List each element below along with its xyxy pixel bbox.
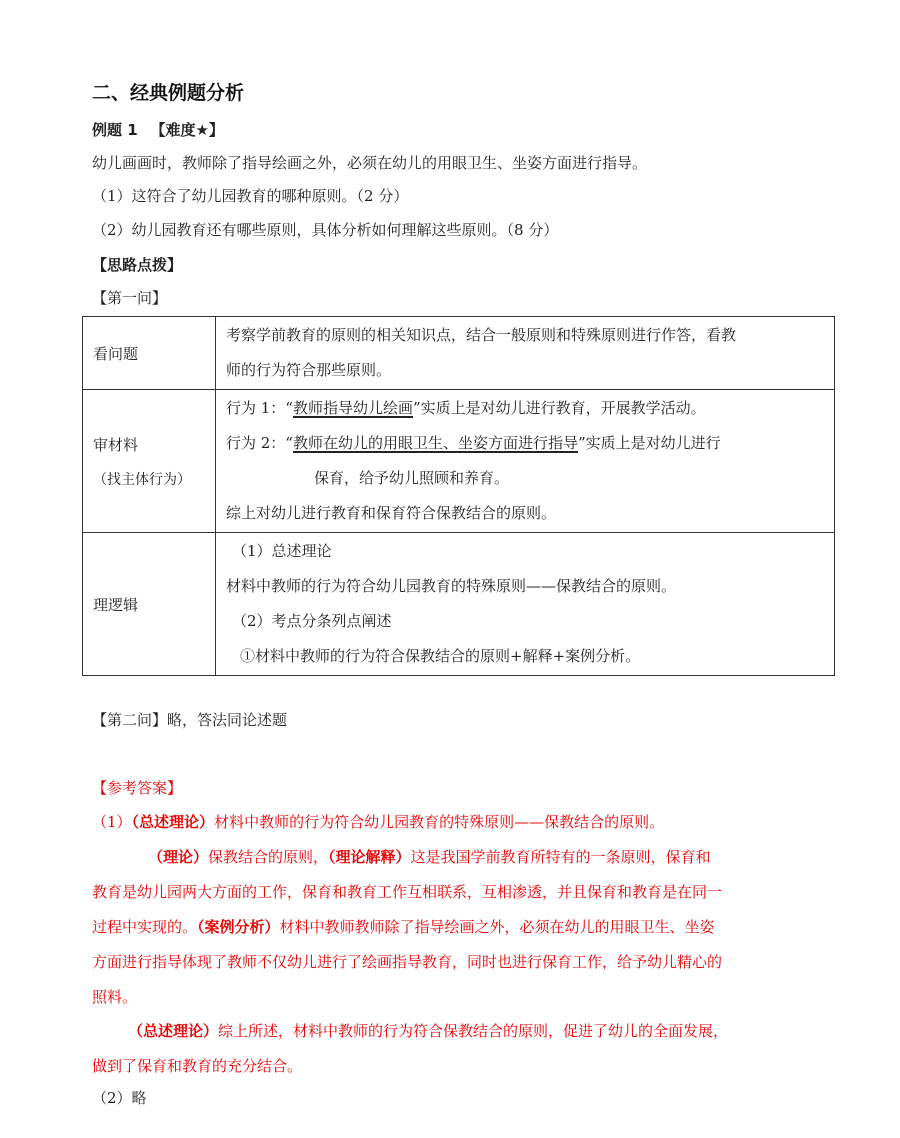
row-body-look: 考察学前教育的原则的相关知识点，结合一般原则和特殊原则进行作答，看教 师的行为符合那些原则。 [216, 317, 835, 390]
question-2: （2）幼儿园教育还有哪些原则，具体分析如何理解这些原则。（8 分） [92, 221, 559, 239]
first-question-title: 【第一问】 [92, 289, 168, 307]
underlined-behavior-1: 教师指导幼儿绘画 [292, 399, 413, 417]
table-row [83, 317, 835, 390]
answer-2: （2）略 [92, 1089, 147, 1107]
row-body-logic: （1）总述理论 材料中教师的行为符合幼儿园教育的特殊原则——保教结合的原则。 （2）考点分条列点阐述 ①材料中教师的行为符合保教结合的原则+解释+案例分析。 [216, 533, 835, 676]
answer-1: （1）（总述理论）材料中教师的行为符合幼儿园教育的特殊原则——保教结合的原则。 [92, 813, 665, 831]
summary-line-2: 做到了保育和教育的充分结合。 [92, 1057, 303, 1075]
answer-paragraph-line-2: 教育是幼儿园两大方面的工作，保育和教育工作互相联系，互相渗透，并且保育和教育是在同一 [92, 883, 723, 901]
underlined-behavior-2: 教师在幼儿的用眼卫生、坐姿方面进行指导 [292, 434, 578, 452]
row-body-material: 行为 1：“教师指导幼儿绘画”实质上是对幼儿进行教育，开展教学活动。 行为 2：“教师在幼儿的用眼卫生、坐姿方面进行指导”实质上是对幼儿进行 保育，给予幼儿照顾和养育。 综上对幼儿进行教育和保育符合保教结合的原则。 [216, 390, 835, 533]
table-row [83, 390, 835, 533]
answer-paragraph-line-4: 方面进行指导体现了教师不仅幼儿进行了绘画指导教育，同时也进行保育工作，给予幼儿精心的 [92, 953, 723, 971]
section-title: 二、经典例题分析 [92, 82, 245, 104]
answer-paragraph-line-5: 照料。 [92, 988, 138, 1006]
thinking-title: 【思路点拨】 [92, 256, 183, 274]
summary-line-1: （总述理论）综上所述，材料中教师的行为符合保教结合的原则，促进了幼儿的全面发展， [128, 1022, 729, 1040]
analysis-table [82, 316, 835, 676]
second-question: 【第二问】略，答法同论述题 [92, 711, 288, 729]
row-head-material: 审材料 （找主体行为） [83, 390, 216, 533]
answer-paragraph-line-1: （理论）保教结合的原则，（理论解释）这是我国学前教育所特有的一条原则，保育和 [148, 848, 711, 866]
example-label: 例题 1 [92, 121, 138, 139]
difficulty-badge: 【难度★】 [150, 121, 224, 139]
table-row [83, 533, 835, 676]
answer-paragraph-line-3: 过程中实现的。（案例分析）材料中教师教师除了指导绘画之外，必须在幼儿的用眼卫生、坐姿 [92, 918, 715, 936]
question-1: （1）这符合了幼儿园教育的哪种原则。（2 分） [92, 187, 409, 205]
row-head-logic: 理逻辑 [83, 533, 216, 676]
example-stem: 幼儿画画时，教师除了指导绘画之外，必须在幼儿的用眼卫生、坐姿方面进行指导。 [92, 154, 648, 172]
example-header [92, 120, 224, 140]
answer-title: 【参考答案】 [92, 779, 183, 797]
row-head-look: 看问题 [83, 317, 216, 390]
